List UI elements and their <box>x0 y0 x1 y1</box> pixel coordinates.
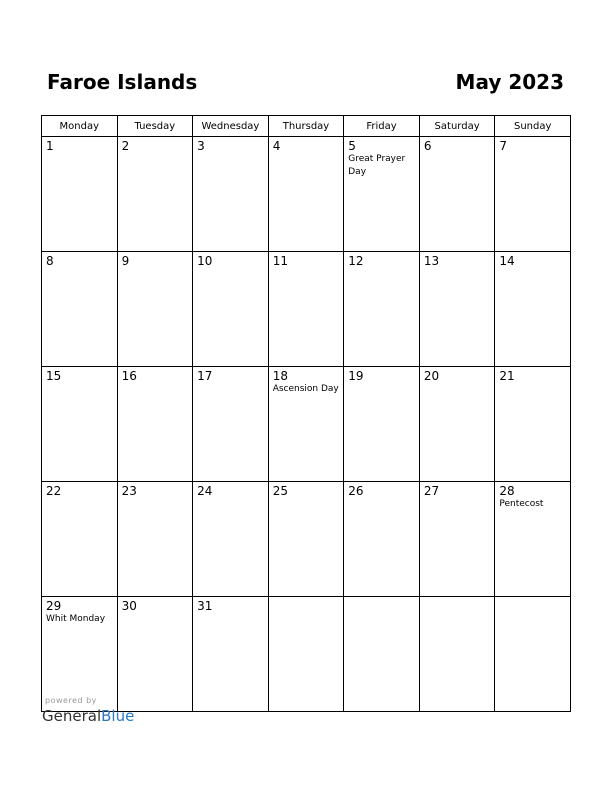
weekday-header: Wednesday <box>193 116 269 137</box>
week-row <box>42 482 571 597</box>
day-number: 9 <box>121 254 130 268</box>
day-number: 30 <box>121 599 137 613</box>
day-cell <box>495 252 571 367</box>
day-cell <box>268 252 344 367</box>
week-row <box>42 597 571 712</box>
weekday-header: Monday <box>42 116 118 137</box>
day-cell <box>117 597 193 712</box>
day-cell <box>495 137 571 252</box>
day-number: 2 <box>121 139 130 153</box>
day-cell <box>419 252 495 367</box>
day-number: 8 <box>46 254 54 268</box>
day-number: 28 <box>499 484 515 498</box>
day-cell <box>495 597 571 712</box>
day-cell <box>193 597 269 712</box>
day-number: 17 <box>197 369 213 383</box>
holiday-label: Whit Monday <box>46 614 106 624</box>
day-number: 16 <box>121 369 137 383</box>
day-cell <box>117 137 193 252</box>
day-cell <box>193 252 269 367</box>
day-cell <box>117 252 193 367</box>
day-cell <box>42 597 118 712</box>
footer <box>42 696 134 725</box>
day-number: 12 <box>348 254 364 268</box>
day-number: 27 <box>423 484 440 498</box>
brand-part-general: General <box>42 707 102 725</box>
weekday-header: Saturday <box>419 116 495 137</box>
day-cell <box>344 137 420 252</box>
holiday-label: Pentecost <box>499 499 544 509</box>
weekday-header: Thursday <box>268 116 344 137</box>
day-cell <box>117 367 193 482</box>
day-number: 15 <box>46 369 62 383</box>
day-number: 23 <box>121 484 137 498</box>
day-number: 29 <box>46 599 62 613</box>
day-number: 24 <box>197 484 213 498</box>
calendar-grid <box>41 115 571 712</box>
holiday-label: Great Prayer Day <box>348 154 406 177</box>
week-row <box>42 252 571 367</box>
brand-part-blue: Blue <box>101 707 135 725</box>
day-number: 4 <box>272 139 281 153</box>
day-number: 21 <box>499 369 515 383</box>
day-cell <box>193 482 269 597</box>
weekday-header: Friday <box>344 116 420 137</box>
day-cell <box>495 367 571 482</box>
day-number: 13 <box>423 254 440 268</box>
day-number: 19 <box>348 369 364 383</box>
day-cell <box>193 367 269 482</box>
day-number: 5 <box>348 139 356 153</box>
day-number: 10 <box>197 254 213 268</box>
day-number: 11 <box>272 254 288 268</box>
day-cell <box>419 137 495 252</box>
day-cell <box>268 482 344 597</box>
powered-by-label: powered by <box>45 696 97 705</box>
holiday-label: Ascension Day <box>272 384 339 394</box>
day-number: 20 <box>423 369 440 383</box>
day-cell <box>42 252 118 367</box>
day-number: 6 <box>423 139 432 153</box>
weekday-header-row <box>42 116 571 137</box>
day-cell <box>344 597 420 712</box>
day-cell <box>268 367 344 482</box>
day-number: 18 <box>272 369 288 383</box>
week-row <box>42 367 571 482</box>
day-number: 22 <box>46 484 62 498</box>
month-year-title: May 2023 <box>455 70 564 94</box>
day-cell <box>117 482 193 597</box>
day-cell <box>42 137 118 252</box>
weekday-header: Sunday <box>495 116 571 137</box>
day-cell <box>419 482 495 597</box>
day-number: 14 <box>499 254 515 268</box>
day-cell <box>268 137 344 252</box>
day-number: 7 <box>499 139 508 153</box>
day-cell <box>193 137 269 252</box>
day-number: 31 <box>197 599 213 613</box>
day-cell <box>42 367 118 482</box>
country-title: Faroe Islands <box>47 70 198 94</box>
week-row <box>42 137 571 252</box>
day-number: 26 <box>348 484 364 498</box>
day-cell <box>268 597 344 712</box>
day-cell <box>419 367 495 482</box>
day-number: 3 <box>197 139 205 153</box>
weekday-header: Tuesday <box>117 116 193 137</box>
day-cell <box>344 482 420 597</box>
day-cell <box>344 252 420 367</box>
generalblue-logo[interactable] <box>42 707 134 725</box>
day-cell <box>344 367 420 482</box>
day-cell <box>419 597 495 712</box>
day-number: 25 <box>272 484 288 498</box>
day-cell <box>495 482 571 597</box>
day-number: 1 <box>46 139 54 153</box>
day-cell <box>42 482 118 597</box>
